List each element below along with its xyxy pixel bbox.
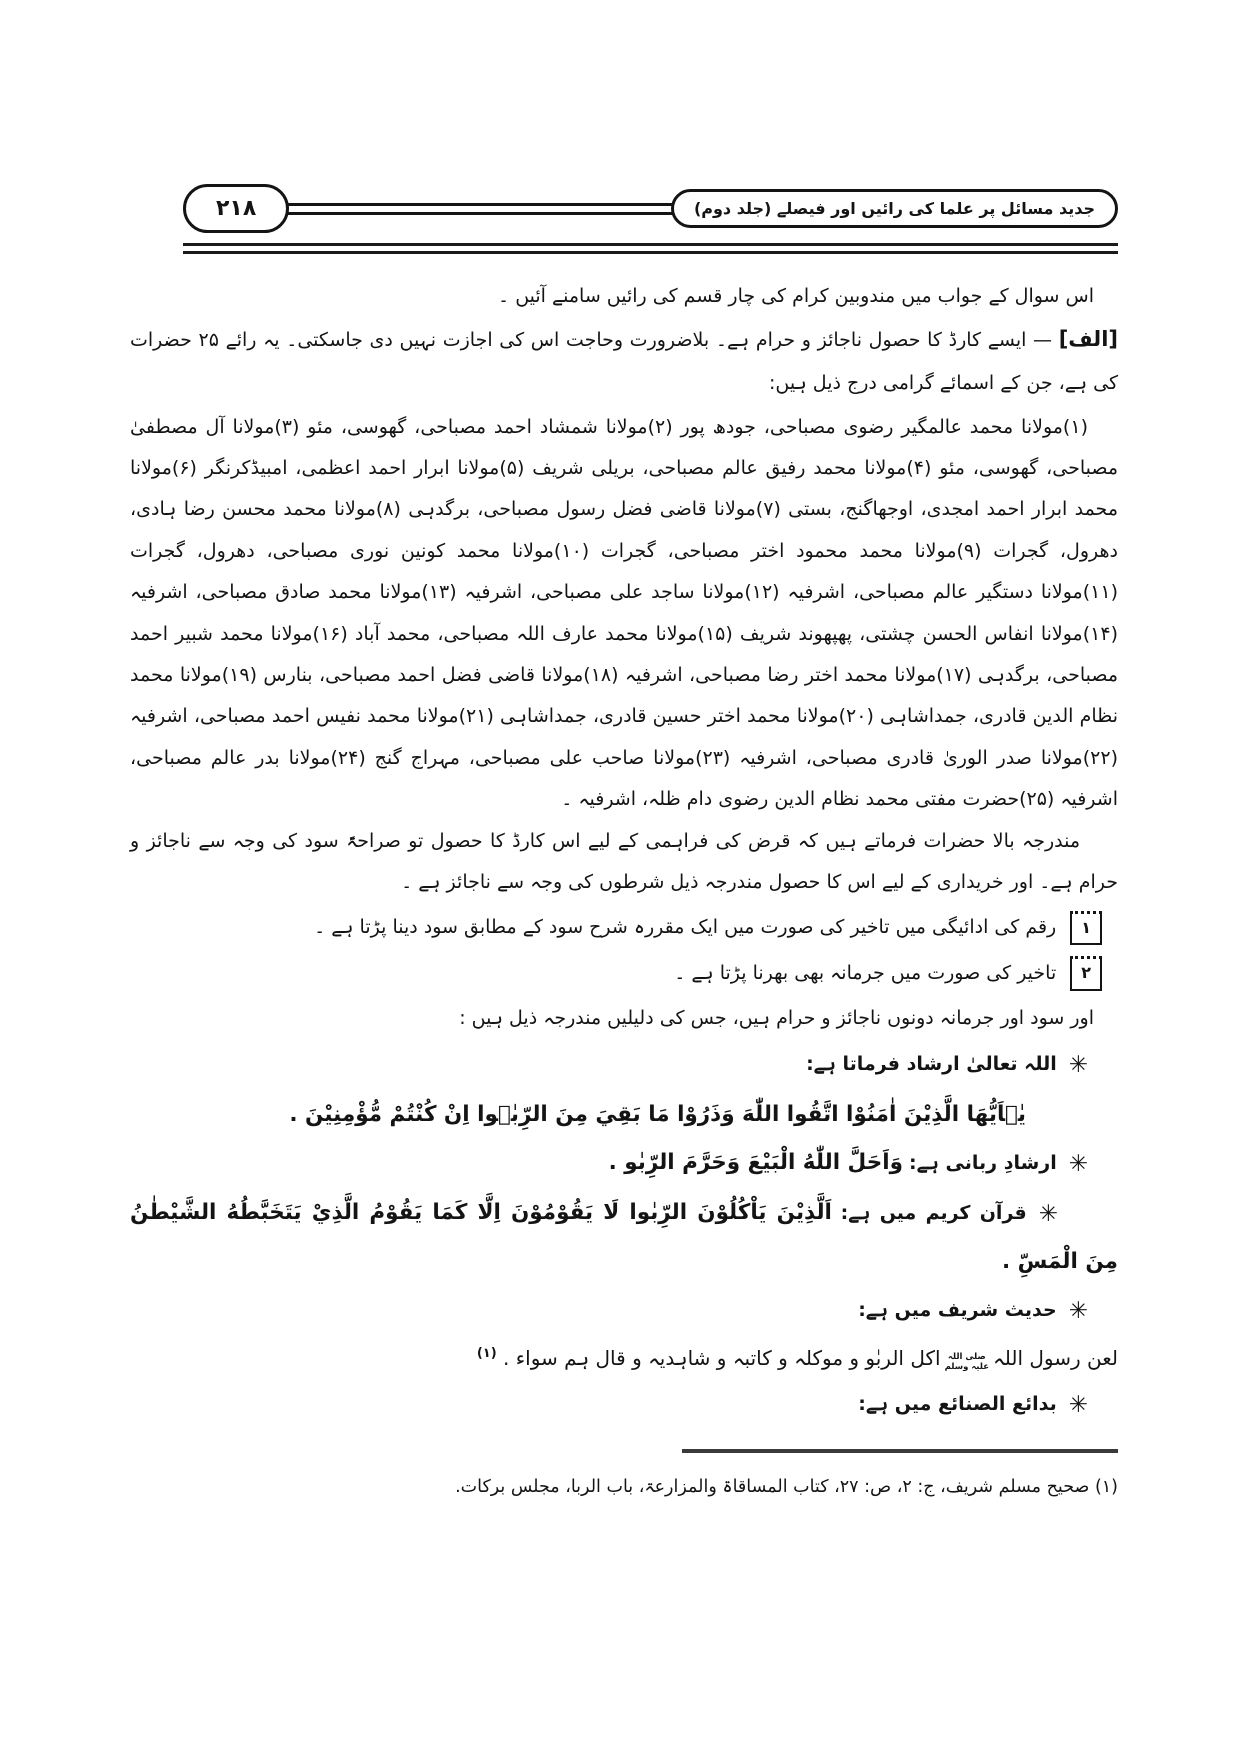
list-item-2 xyxy=(130,953,1102,994)
list-item-1 xyxy=(130,907,1102,948)
page-number-pill xyxy=(183,184,289,233)
hadith-text xyxy=(130,1336,1118,1380)
flower-bullet-icon: ✳ xyxy=(1068,1150,1088,1177)
section-heading-text: حدیث شریف میں ہے: xyxy=(858,1299,1057,1322)
list-number-box-1: ۱ xyxy=(1070,911,1102,945)
footnote-reference-marker: (۱) xyxy=(476,1346,497,1362)
alif-paragraph xyxy=(130,317,1118,404)
page-number: ۲۱۸ xyxy=(216,196,257,221)
hadith-post: اکل الربٰو و موکلہ و کاتبہ و شاہدیہ و قال ہم سواء . xyxy=(503,1346,941,1371)
list-number-box-2: ۲ xyxy=(1070,956,1102,990)
page-header xyxy=(183,184,1118,233)
section-lead-text: قرآن کریم میں ہے: xyxy=(840,1202,1027,1225)
salawat-bottom: علیہ وسلم xyxy=(944,1362,990,1373)
section-badai-heading xyxy=(130,1380,1088,1430)
flower-bullet-icon: ✳ xyxy=(1068,1298,1088,1325)
intro-paragraph: اس سوال کے جواب میں مندوبین کرام کی چار قسم کی رائیں سامنے آئیں ۔ xyxy=(498,285,1094,307)
footnote-separator-rule xyxy=(682,1449,1118,1453)
alif-dash: — xyxy=(1033,329,1053,352)
header-connector-rule xyxy=(285,203,675,215)
section-heading-text: بدائع الصنائع میں ہے: xyxy=(858,1393,1057,1416)
book-title: جدید مسائل پر علما کی رائیں اور فیصلے (جلد دوم) xyxy=(693,199,1095,218)
dalail-intro: اور سود اور جرمانہ دونوں ناجائز و حرام ہیں، جس کی دلیلیں مندرجہ ذیل ہیں : xyxy=(459,1007,1094,1030)
list-item-2-text: تاخیر کی صورت میں جرمانہ بھی بھرنا پڑتا ہے ۔ xyxy=(674,961,1057,984)
salawat-ligature xyxy=(945,1352,989,1372)
alif-text: ایسے کارڈ کا حصول ناجائز و حرام ہے۔ بلاضرورت وحاجت اس کی اجازت نہیں دی جاسکتی۔ یہ رائے ۲۵ حضرات کی ہے، جن کے اسمائے گرامی درج ذیل ہیں: xyxy=(130,329,1118,395)
flower-bullet-icon: ✳ xyxy=(1068,1392,1088,1419)
page-body xyxy=(130,276,1118,1430)
hadith-pre: لعن رسول اللہ xyxy=(993,1346,1118,1371)
section-hadith-heading xyxy=(130,1286,1088,1336)
flower-bullet-icon: ✳ xyxy=(1068,1051,1088,1078)
quran-verse-3: اَلَّذِيْنَ يَاْكُلُوْنَ الرِّبٰوا لَا يَقُوْمُوْنَ اِلَّا كَمَا يَقُوْمُ الَّذِيْ يَتَخَبَّطُهُ الشَّيْطٰنُ مِنَ الْمَسِّ . xyxy=(130,1200,1118,1275)
ruling-paragraph: مندرجہ بالا حضرات فرماتے ہیں کہ قرض کی فراہمی کے لیے اس کارڈ کا حصول تو صراحۃً سود کی وجہ سے ناجائز و حرام ہے۔ اور خریداری کے لیے اس کا حصول مندرجہ ذیل شرطوں کی وجہ سے ناجائز ہے ۔ xyxy=(130,829,1118,894)
section-heading-text: اللہ تعالیٰ ارشاد فرماتا ہے: xyxy=(806,1052,1057,1075)
section-quran-kareem xyxy=(130,1189,1118,1286)
book-title-oval xyxy=(671,189,1118,228)
header-double-rule xyxy=(183,243,1118,254)
footnote-text xyxy=(130,1471,1118,1504)
section-allah-heading xyxy=(130,1040,1088,1090)
quran-verse-2: وَاَحَلَّ اللّٰهُ الْبَيْعَ وَحَرَّمَ الرِّبٰو . xyxy=(608,1149,903,1175)
alif-label: [الف] xyxy=(1058,327,1118,352)
quran-verse-1: يٰۤاَيُّهَا الَّذِيْنَ اٰمَنُوْا اتَّقُوا اللّٰهَ وَذَرُوْا مَا بَقِيَ مِنَ الرِّبٰۤوا اِنْ كُنْتُمْ مُّؤْمِنِيْنَ . xyxy=(289,1101,1026,1127)
flower-bullet-icon: ✳ xyxy=(1038,1201,1058,1228)
footnote-area xyxy=(130,1438,1118,1504)
footnote-marker: (۱) xyxy=(1094,1477,1118,1497)
section-lead-text: ارشادِ ربانی ہے: xyxy=(909,1151,1057,1174)
footnote-citation: صحیح مسلم شریف، ج: ۲، ص: ۲۷، کتاب المساقاۃ والمزارعۃ، باب الربا، مجلس برکات. xyxy=(455,1477,1090,1497)
section-irshad-rabbani xyxy=(130,1139,1088,1189)
scholars-names-paragraph: (۱)مولانا محمد عالمگیر رضوی مصباحی، جودھ پور (۲)مولانا شمشاد احمد مصباحی، گھوسی، مئو (۳)مولانا آل مصطفیٰ مصباحی، گھوسی، مئو (۴)مولانا محمد رفیق عالم مصباحی، بریلی شریف (۵)مولانا ابرار احمد اعظمی، امبیڈکرنگر (۶)مولانا محمد ابرار احمد امجدی، اوجھاگنج، بستی (۷)مولانا قاضی فضل رسول مصباحی، برگدہی (۸)مولانا محمد محسن رضا ہادی، دھرول، گجرات (۹)مولانا محمد محمود اختر مصباحی، گجرات (۱۰)مولانا محمد کونین نوری مصباحی، دھرول، گجرات (۱۱)مولانا دستگیر عالم مصباحی، اشرفیہ (۱۲)مولانا ساجد علی مصباحی، اشرفیہ (۱۳)مولانا محمد صادق مصباحی، اشرفیہ (۱۴)مولانا انفاس الحسن چشتی، پھپھوند شریف (۱۵)مولانا محمد عارف اللہ مصباحی، محمد آباد (۱۶)مولانا محمد شبیر احمد مصباحی، برگدہی (۱۷)مولانا محمد اختر رضا مصباحی، اشرفیہ (۱۸)مولانا قاضی فضل احمد مصباحی، بنارس (۱۹)مولانا محمد نظام الدین قادری، جمداشاہی (۲۰)مولانا محمد اختر حسین قادری، جمداشاہی (۲۱)مولانا محمد نفیس احمد مصباحی، اشرفیہ (۲۲)مولانا صدر الوریٰ قادری مصباحی، اشرفیہ (۲۳)مولانا صاحب علی مصباحی، مہراج گنج (۲۴)مولانا بدر عالم مصباحی، اشرفیہ (۲۵)حضرت مفتی محمد نظام الدین رضوی دام ظلہ، اشرفیہ ۔ xyxy=(130,415,1119,811)
list-item-1-text: رقم کی ادائیگی میں تاخیر کی صورت میں ایک مقررہ شرح سود کے مطابق سود دینا پڑتا ہے ۔ xyxy=(314,916,1057,939)
salawat-top: صلی اللہ xyxy=(947,1351,986,1362)
